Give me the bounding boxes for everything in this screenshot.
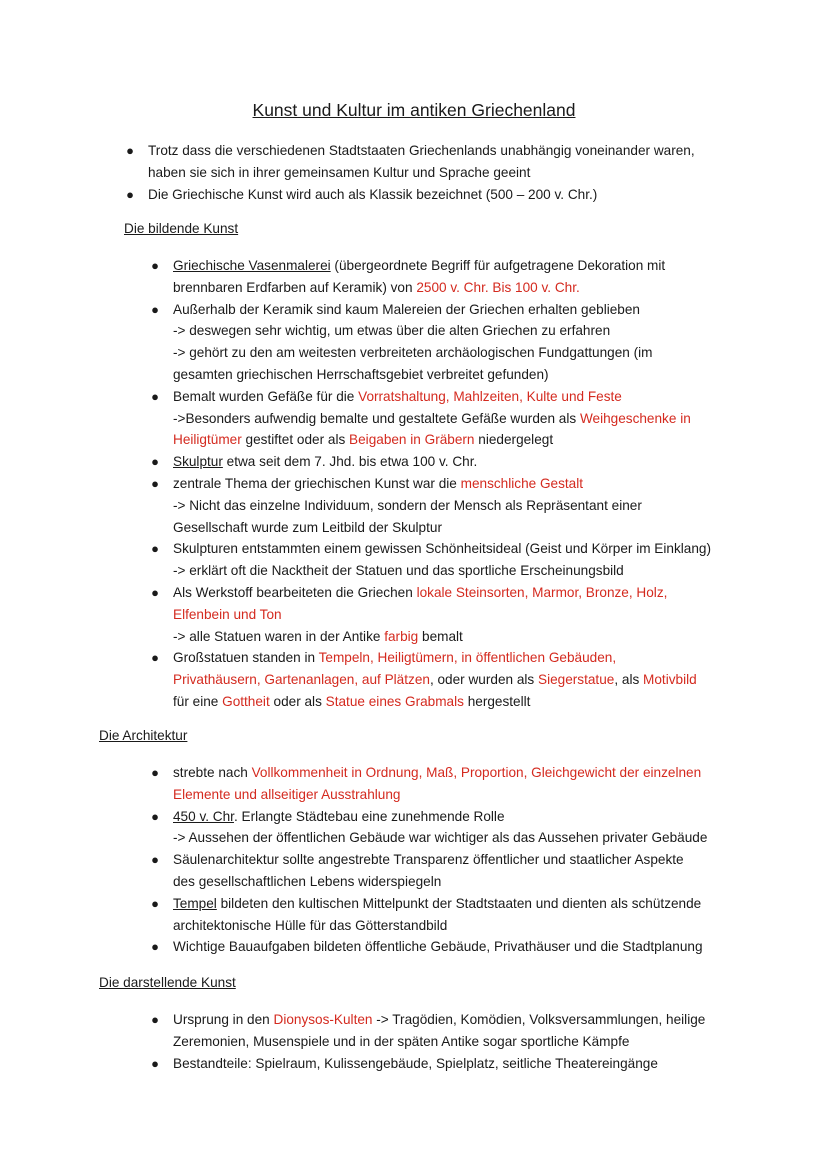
page-title: Kunst und Kultur im antiken Griechenland — [252, 100, 576, 120]
darstellende-kunst-section — [151, 1009, 706, 1074]
list-item: ● Skulpturen entstammten einem gewissen Schönheitsideal (Geist und Körper im Einklang) -> erklärt oft die Nacktheit der Statuen und das sportliche Erscheinungsbild — [173, 538, 711, 582]
list-item: ● Skulptur etwa seit dem 7. Jhd. bis etwa 100 v. Chr. — [173, 451, 711, 473]
list-item: ● Großstatuen standen in Tempeln, Heiligtümern, in öffentlichen Gebäuden, Privathäusern, Gartenanlagen, auf Plätzen, oder wurden als Siegerstatue, als Motivbild für eine Gottheit oder als Statue eines Grabmals hergestellt — [173, 647, 711, 712]
intro-section — [126, 140, 695, 205]
bullet-icon: ● — [151, 808, 159, 824]
bullet-icon: ● — [126, 186, 134, 202]
architektur-list — [151, 762, 708, 958]
bullet-icon: ● — [151, 765, 159, 780]
section-heading-bildende-kunst: Die bildende Kunst — [124, 221, 239, 236]
list-item: ● Trotz dass die verschiedenen Stadtstaaten Griechenlands unabhängig voneinander waren, haben sie sich in ihrer gemeinsamen Kultur und Sprache geeint — [148, 140, 695, 184]
bildende-kunst-section — [151, 255, 711, 713]
list-item: ● Bemalt wurden Gefäße für die Vorratshaltung, Mahlzeiten, Kulte und Feste ->Besonders aufwendig bemalte und gestaltete Gefäße wurden als Weihgeschenke in Heiligtümer gestiftet oder als Beigaben in Gräbern niedergelegt — [173, 386, 711, 451]
bullet-icon: ● — [151, 388, 159, 404]
list-item: ● 450 v. Chr. Erlangte Städtebau eine zunehmende Rolle -> Aussehen der öffentlichen Gebäude war wichtiger als das Aussehen privater Gebäude — [173, 806, 707, 850]
bullet-icon: ● — [151, 475, 159, 491]
list-item: ● Als Werkstoff bearbeiteten die Griechen lokale Steinsorten, Marmor, Bronze, Holz, Elfenbein und Ton -> alle Statuen waren in der Antike farbig bemalt — [173, 582, 711, 647]
bullet-icon: ● — [151, 301, 159, 317]
bullet-icon: ● — [151, 895, 159, 911]
list-item: ● Außerhalb der Keramik sind kaum Malereien der Griechen erhalten geblieben -> deswegen sehr wichtig, um etwas über die alten Griechen zu erfahren -> gehört zu den am weitesten verbreiteten archäologischen Fundgattungen (im gesamten griechischen Herrschaftsgebiet verbreitet gefunden) — [173, 299, 711, 386]
bullet-icon: ● — [151, 584, 159, 600]
bullet-icon: ● — [151, 1055, 159, 1071]
section-heading-darstellende-kunst: Die darstellende Kunst — [99, 975, 236, 990]
bullet-icon: ● — [151, 454, 159, 470]
architektur-section — [151, 762, 708, 958]
list-item: ● Wichtige Bauaufgaben bildeten öffentliche Gebäude, Privathäuser und die Stadtplanung — [173, 936, 707, 958]
list-item: ● Bestandteile: Spielraum, Kulissengebäude, Spielplatz, seitliche Theatereingänge — [173, 1053, 705, 1075]
list-item: ● strebte nach Vollkommenheit in Ordnung, Maß, Proportion, Gleichgewicht der einzelnen Elemente und allseitiger Ausstrahlung — [173, 762, 707, 806]
intro-list — [126, 140, 695, 205]
bullet-icon: ● — [151, 258, 159, 273]
section-heading-architektur: Die Architektur — [99, 728, 188, 743]
bullet-icon: ● — [151, 939, 159, 955]
bullet-icon: ● — [151, 650, 159, 666]
list-item: ● Griechische Vasenmalerei (übergeordnete Begriff für aufgetragene Dekoration mit brennbaren Erdfarben auf Keramik) von 2500 v. Chr. Bis 100 v. Chr. — [173, 255, 711, 299]
list-item: ● Säulenarchitektur sollte angestrebte Transparenz öffentlicher und staatlicher Aspekte des gesellschaftlichen Lebens widerspiegeln — [173, 849, 707, 893]
bullet-icon: ● — [126, 143, 134, 158]
bullet-icon: ● — [151, 541, 159, 557]
darstellende-kunst-list — [151, 1009, 706, 1074]
list-item: ● Tempel bildeten den kultischen Mittelpunkt der Stadtstaaten und dienten als schützende architektonische Hülle für das Götterstandbild — [173, 893, 707, 937]
bullet-icon: ● — [151, 852, 159, 868]
list-item: ● zentrale Thema der griechischen Kunst war die menschliche Gestalt -> Nicht das einzelne Individuum, sondern der Mensch als Repräsentant einer Gesellschaft wurde zum Leitbild der Skulptur — [173, 473, 711, 538]
bullet-icon: ● — [151, 1012, 159, 1027]
list-item: ● Ursprung in den Dionysos-Kulten -> Tragödien, Komödien, Volksversammlungen, heilige Zeremonien, Musenspiele und in der späten Antike sogar sportliche Kämpfe — [173, 1009, 705, 1053]
list-item: ● Die Griechische Kunst wird auch als Klassik bezeichnet (500 – 200 v. Chr.) — [148, 184, 695, 206]
bildende-kunst-list — [151, 255, 711, 713]
